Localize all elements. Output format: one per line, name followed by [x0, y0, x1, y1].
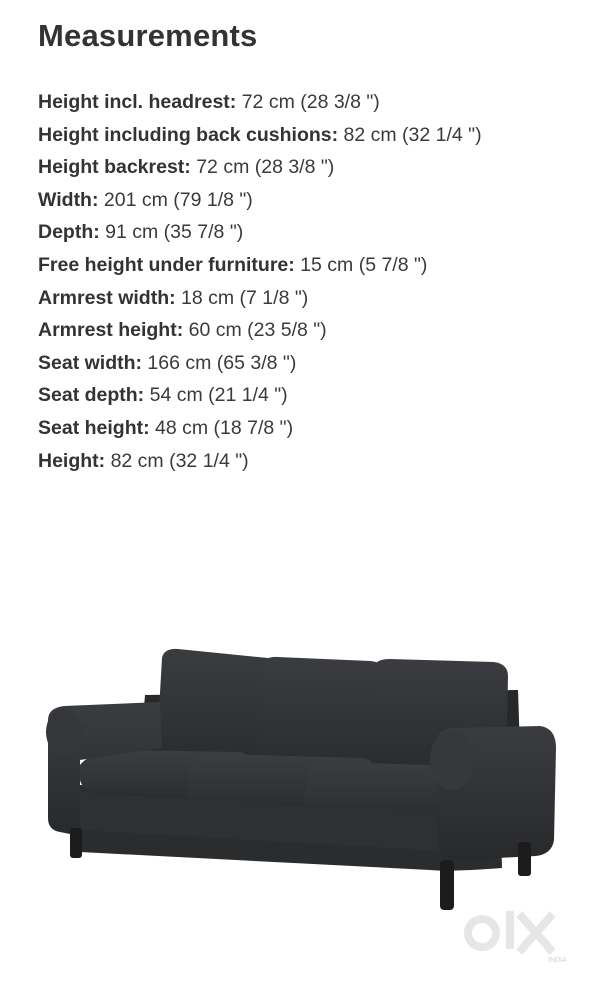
- spec-value: 72 cm (28 3/8 "): [236, 91, 380, 113]
- spec-row-height-backrest: [38, 151, 482, 184]
- spec-value: 60 cm (23 5/8 "): [183, 319, 327, 342]
- spec-label: Armrest width:: [38, 286, 176, 309]
- spec-row-depth: [38, 216, 482, 249]
- spec-value: 54 cm (21 1/4 "): [144, 384, 288, 407]
- spec-value: 15 cm (5 7/8 "): [294, 253, 428, 276]
- spec-row-armrest-width: [38, 282, 482, 315]
- spec-row-width: [38, 184, 482, 217]
- spec-value: 72 cm (28 3/8 "): [190, 156, 335, 179]
- sofa-image: [40, 640, 570, 925]
- svg-text:INDIA: INDIA: [548, 957, 567, 964]
- spec-label: Armrest height:: [38, 319, 184, 342]
- spec-label: Height backrest:: [38, 156, 191, 179]
- spec-label: Seat width:: [38, 351, 143, 374]
- spec-row-seat-height: [38, 412, 482, 445]
- spec-label: Depth:: [38, 221, 100, 244]
- spec-value: 82 cm (32 1/4 "): [105, 449, 249, 472]
- spec-value: 48 cm (18 7/8 "): [149, 416, 294, 439]
- spec-label: Height including back cushions:: [38, 123, 339, 146]
- spec-value: 166 cm (65 3/8 "): [142, 351, 297, 374]
- spec-label: Height:: [38, 449, 106, 472]
- spec-label: Seat depth:: [38, 384, 145, 407]
- measurements-list: [38, 86, 482, 477]
- spec-label: Seat height:: [38, 416, 150, 439]
- spec-value: 201 cm (79 1/8 "): [98, 188, 253, 211]
- spec-value: 18 cm (7 1/8 "): [175, 286, 309, 309]
- spec-label: Free height under furniture:: [38, 253, 295, 276]
- spec-row-seat-width: [38, 347, 482, 380]
- spec-row-seat-depth: [38, 379, 482, 412]
- page-title: Measurements: [38, 18, 258, 53]
- spec-row-armrest-height: [38, 314, 482, 347]
- spec-row-free-height: [38, 249, 482, 282]
- spec-value: 91 cm (35 7/8 "): [99, 221, 244, 244]
- spec-label: Width:: [38, 188, 99, 211]
- spec-row-height: [38, 445, 482, 478]
- olx-logo-watermark: [462, 905, 577, 965]
- spec-row-height-incl-headrest: [38, 86, 482, 119]
- spec-value: 82 cm (32 1/4 "): [338, 123, 482, 146]
- spec-row-height-back-cushions: [38, 119, 482, 152]
- spec-label: Height incl. headrest:: [38, 91, 237, 113]
